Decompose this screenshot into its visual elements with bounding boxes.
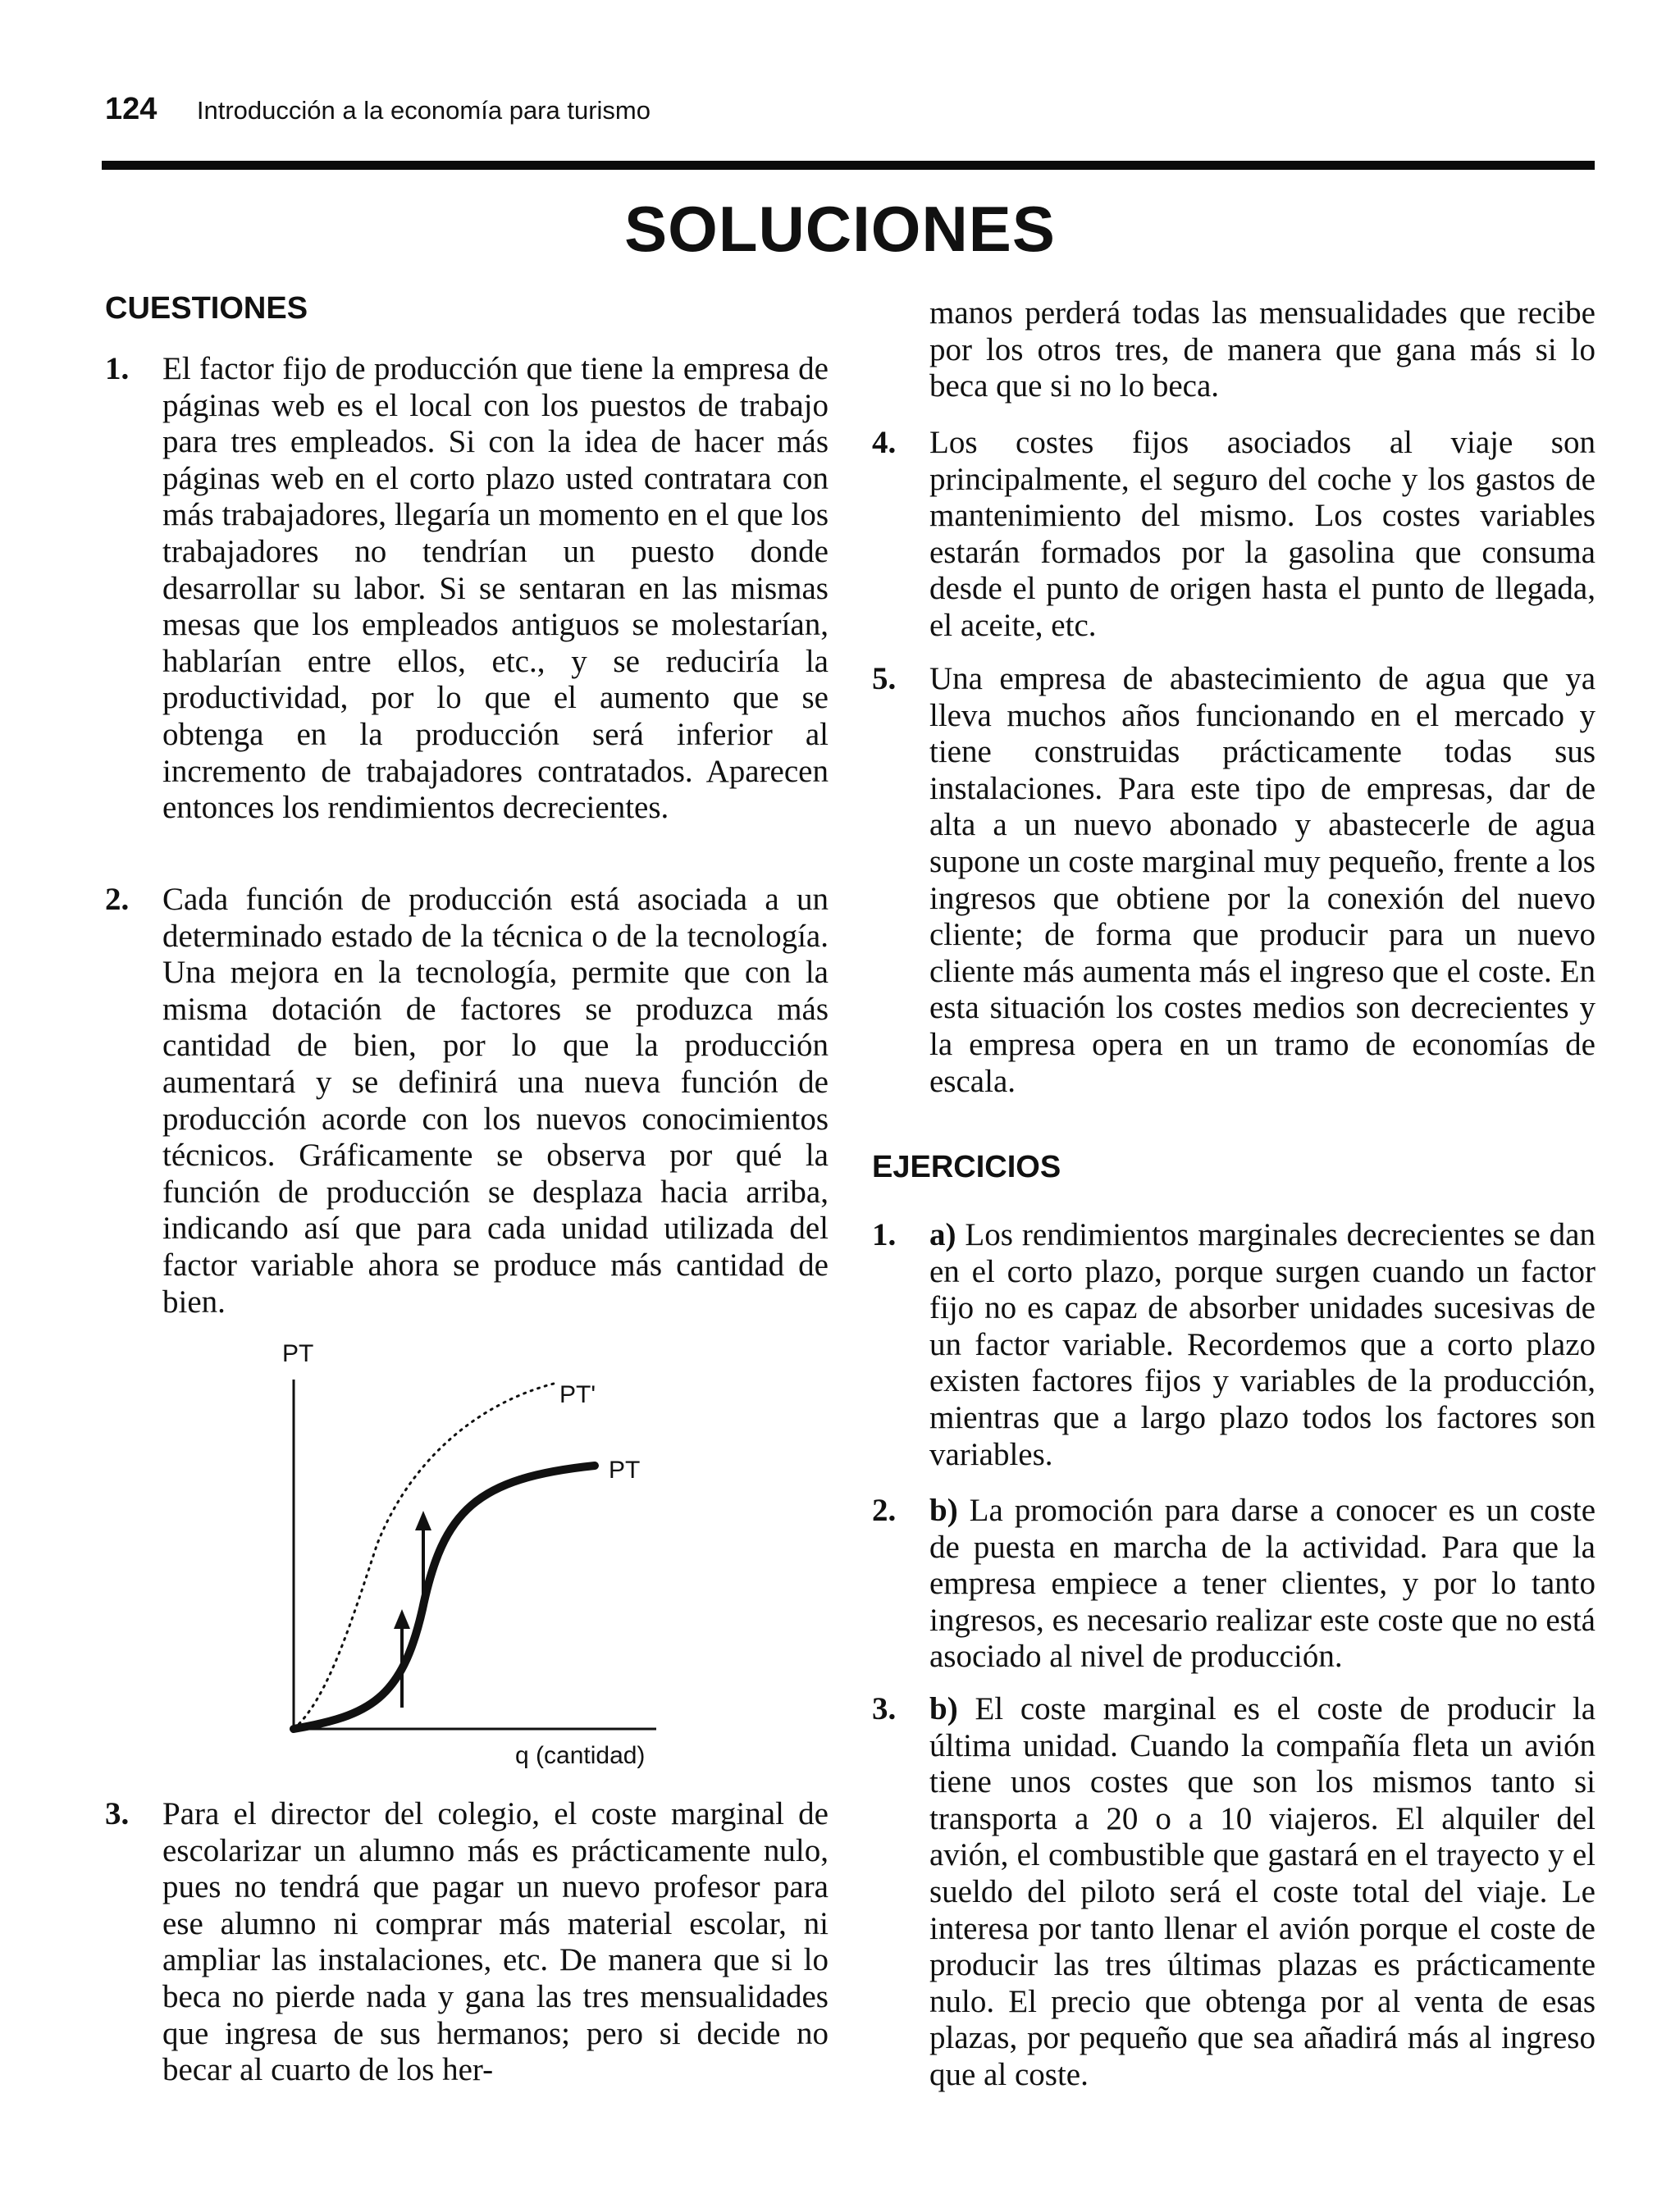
cuestion-1	[105, 351, 829, 827]
cuestion-5	[872, 661, 1596, 1100]
item-text: Una empresa de abastecimiento de agua que ya lleva muchos años funcionando en el mercado y tiene construidas prácticamente todas sus instalaciones. Para este tipo de empresas, dar de alta a un nuevo abonado y abastecerle de agua supone un coste marginal muy pequeño, frente a los ingresos que obtiene por la conexión del nuevo cliente; de forma que producir para un nuevo cliente más aumenta más el ingreso que el coste. En esta situación los costes medios son decrecientes y la empresa opera en un tramo de economías de escala.	[929, 661, 1596, 1099]
series-label-pt: PT	[609, 1457, 641, 1484]
x-axis-label: q (cantidad)	[515, 1742, 646, 1769]
production-function-chart	[271, 1339, 681, 1773]
y-axis-label: PT	[282, 1340, 314, 1367]
item-text: manos perderá todas las mensualidades que recibe por los otros tres, de manera que gana más si lo beca que si no lo beca.	[929, 295, 1596, 404]
ejercicio-2	[872, 1493, 1596, 1676]
cuestion-4	[872, 425, 1596, 645]
section-heading-ejercicios: EJERCICIOS	[872, 1150, 1061, 1184]
item-number: 1.	[872, 1217, 897, 1252]
answer-option: b)	[929, 1493, 958, 1528]
running-head	[105, 92, 651, 127]
book-title: Introducción a la economía para turismo	[196, 96, 651, 125]
item-text: La promoción para darse a conocer es un coste de puesta en marcha de la actividad. Para que la empresa empiece a tener clientes, y por lo tanto ingresos, es necesario realizar este coste que no está asociado al nivel de producción.	[929, 1493, 1596, 1675]
item-text: Los costes fijos asociados al viaje son principalmente, el seguro del coche y los gastos de mantenimiento del mismo. Los costes variables estarán formados por la gasolina que consuma desde el punto de origen hasta el punto de llegada, el aceite, etc.	[929, 425, 1596, 643]
header-rule	[102, 161, 1595, 170]
item-text: Los rendimientos marginales decrecientes se dan en el corto plazo, porque surgen cuando un factor fijo no es capaz de absorber unidades sucesivas de un factor variable. Recordemos que a corto plazo existen factores fijos y variables de la producción, mientras que a largo plazo todos los factores son variables.	[929, 1217, 1596, 1472]
item-text: Para el director del colegio, el coste marginal de escolarizar un alumno más es prácticamente nulo, pues no tendrá que pagar un nuevo profesor para ese alumno ni comprar más material escolar, ni ampliar las instalaciones, etc. De manera que si lo beca no pierde nada y gana las tres mensualidades que ingresa de sus hermanos; pero si decide no becar al cuarto de los her-	[162, 1796, 829, 2088]
cuestion-2	[105, 882, 829, 1320]
item-number: 2.	[105, 882, 130, 917]
ejercicio-1	[872, 1217, 1596, 1473]
item-number: 3.	[872, 1691, 897, 1726]
pt-curve	[294, 1466, 595, 1729]
answer-option: b)	[929, 1691, 958, 1726]
cuestion-3-part-2	[872, 295, 1596, 405]
item-text: Cada función de producción está asociada a un determinado estado de la técnica o de la tecnología. Una mejora en la tecnología, permite que con la misma dotación de factores se produzca más cantidad de bien, por lo que la producción aumentará y se definirá una nueva función de producción acorde con los nuevos conocimientos técnicos. Gráficamente se observa por qué la función de producción se desplaza hacia arriba, indicando así que para cada unidad utilizada del factor variable ahora se produce más cantidad de bien.	[162, 882, 829, 1320]
item-number: 1.	[105, 351, 130, 386]
series-label-pt-prime: PT'	[559, 1381, 596, 1408]
page-title: SOLUCIONES	[624, 193, 1056, 265]
item-number: 2.	[872, 1493, 897, 1528]
section-heading-cuestiones: CUESTIONES	[105, 291, 308, 326]
page-number: 124	[105, 92, 158, 126]
item-number: 3.	[105, 1796, 130, 1831]
item-number: 5.	[872, 661, 897, 696]
ejercicio-3	[872, 1691, 1596, 2094]
item-text: El coste marginal es el coste de producir la última unidad. Cuando la compañía fleta un avión tiene unos costes que son los mismos tanto si transporta a 20 o a 10 viajeros. El alquiler del avión, el combustible que gastará en el trayecto y el sueldo del piloto será el coste total del viaje. Le interesa por tanto llenar el avión porque el coste de producir las tres últimas plazas es prácticamente nulo. El precio que obtenga por al venta de esas plazas, por pequeño que sea añadirá más al ingreso que al coste.	[929, 1691, 1596, 2092]
item-number: 4.	[872, 425, 897, 460]
answer-option: a)	[929, 1217, 956, 1252]
item-text: El factor fijo de producción que tiene la empresa de páginas web es el local con los puestos de trabajo para tres empleados. Si con la idea de hacer más páginas web en el corto plazo usted contratara con más trabajadores, llegaría un momento en el que los trabajadores no tendrían un puesto donde desarrollar su labor. Si se sentaran en las mismas mesas que los empleados antiguos se molestarían, hablarían entre ellos, etc., y se reduciría la productividad, por lo que el aumento que se obtenga en la producción será inferior al incremento de trabajadores contratados. Aparecen entonces los rendimientos decrecientes.	[162, 351, 829, 826]
cuestion-3-part-1	[105, 1796, 829, 2089]
